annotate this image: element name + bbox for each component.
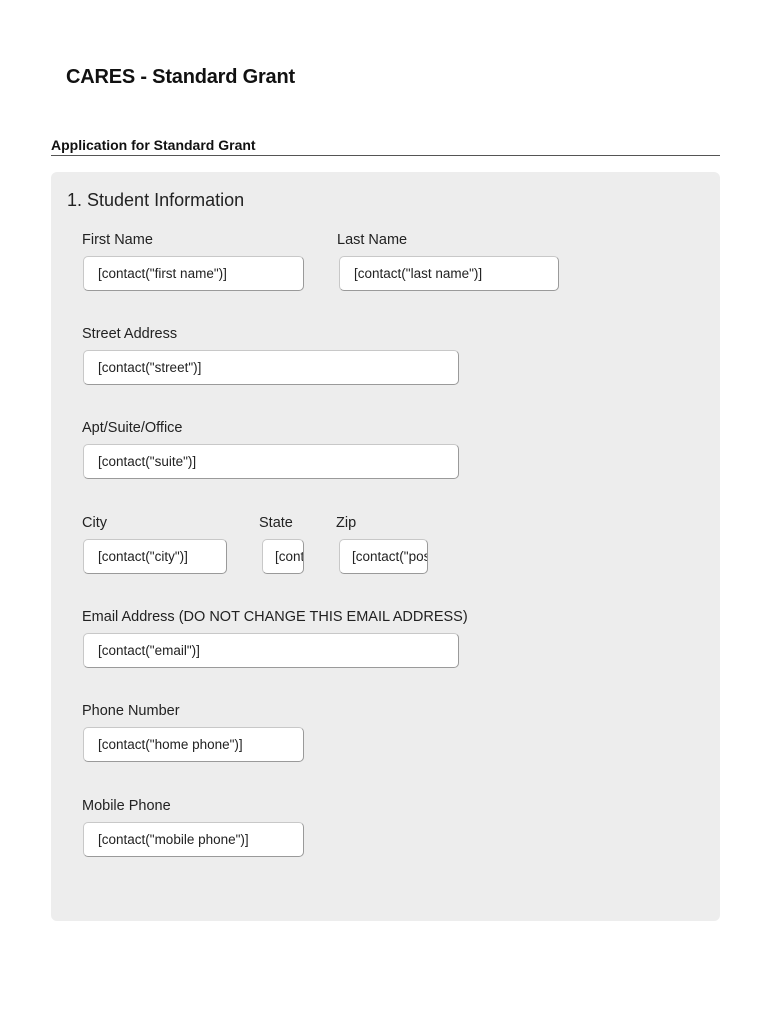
city-field[interactable] — [83, 539, 227, 574]
form-subtitle: Application for Standard Grant — [51, 137, 256, 153]
street-address-label: Street Address — [82, 326, 178, 342]
page-title: CARES - Standard Grant — [66, 66, 295, 88]
suite-field[interactable] — [83, 444, 459, 479]
zip-field[interactable] — [339, 539, 428, 574]
state-field[interactable] — [262, 539, 304, 574]
email-field[interactable] — [83, 633, 459, 668]
mobile-phone-field[interactable] — [83, 822, 304, 857]
last-name-field[interactable] — [339, 256, 559, 291]
phone-number-label: Phone Number — [82, 703, 180, 719]
first-name-field[interactable] — [83, 256, 304, 291]
suite-label: Apt/Suite/Office — [82, 420, 183, 436]
street-address-field[interactable] — [83, 350, 459, 385]
zip-label: Zip — [336, 515, 357, 531]
city-label: City — [82, 515, 107, 531]
phone-number-field[interactable] — [83, 727, 304, 762]
mobile-phone-label: Mobile Phone — [82, 798, 171, 814]
email-label: Email Address (DO NOT CHANGE THIS EMAIL ADDRESS) — [82, 609, 468, 625]
section-title: 1. Student Information — [67, 190, 245, 210]
subtitle-divider — [51, 155, 720, 156]
state-label: State — [259, 515, 293, 531]
last-name-label: Last Name — [337, 232, 408, 248]
first-name-label: First Name — [82, 232, 153, 248]
